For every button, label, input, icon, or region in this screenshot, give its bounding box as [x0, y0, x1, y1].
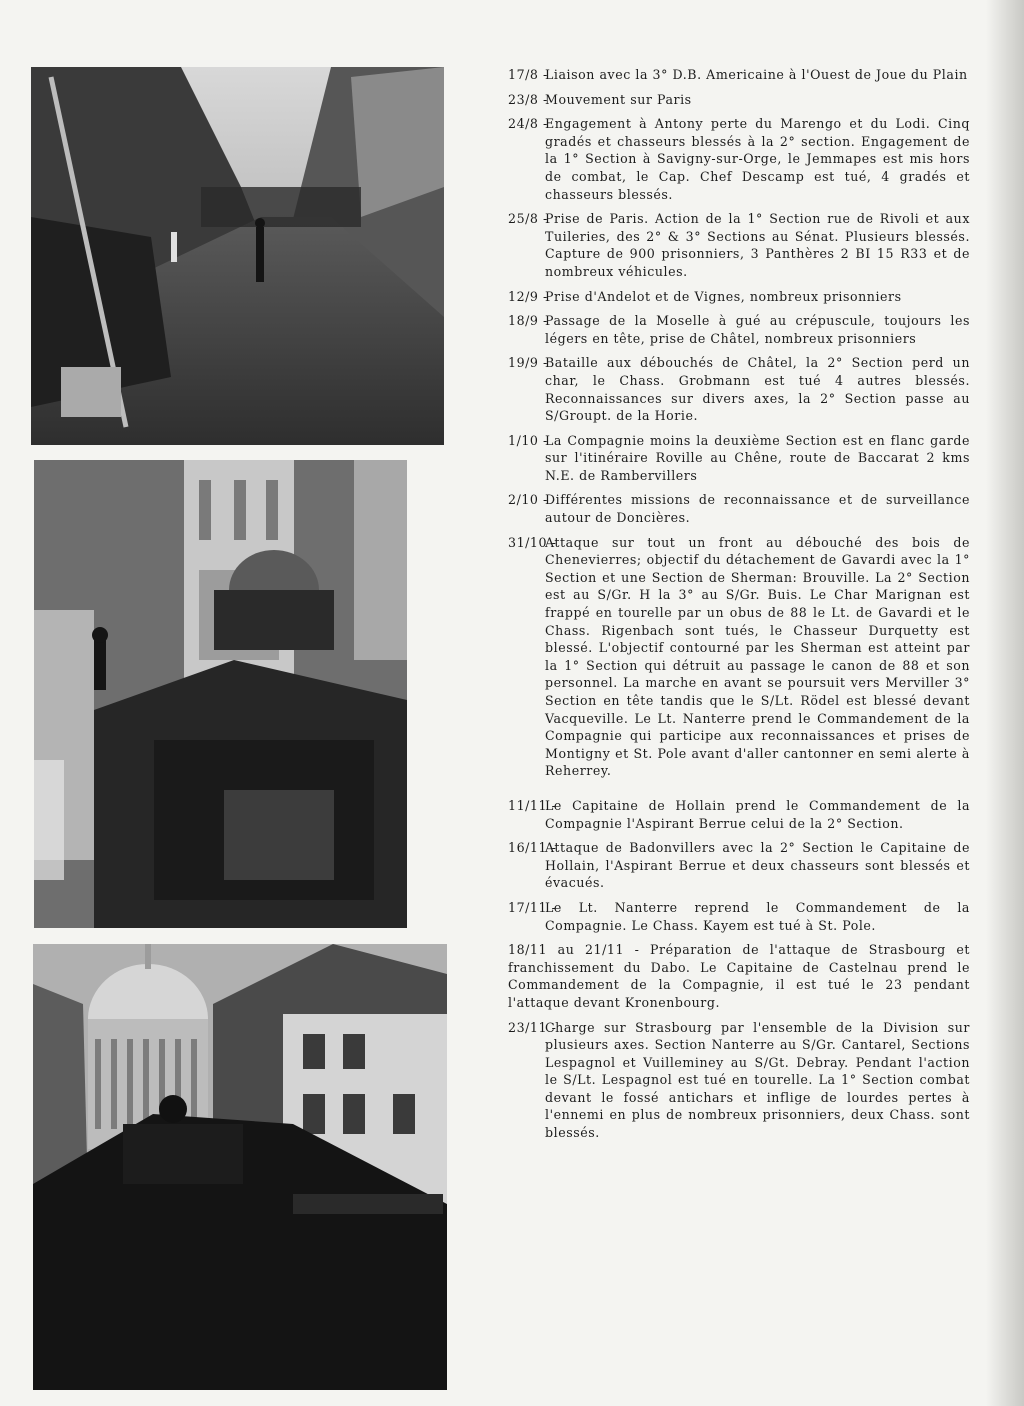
chronology-list: [508, 66, 970, 1149]
entry-text: Prise d'Andelot et de Vignes, nombreux prisonniers: [545, 288, 902, 304]
entry-text: Bataille aux débouchés de Châtel, la 2° Section perd un char, le Chass. Grobmann est tué 4 autres blessés. Reconnaissances sur divers axes, la 2° Section passe au S/Groupt. de la Horie.: [545, 355, 970, 424]
entry-text: Attaque sur tout un front au débouché des bois de Chenevierres; objectif du détachement de Gavardi avec la 1° Section et une Section de Sherman: Brouville. La 2° Section est au S/Gr. H la 3° au S/Gr. Buis. Le Char Marignan est frappé en tourelle par un obus de 88 le Lt. de Gavardi et le Chass. Rigenbach sont tués, le Chasseur Durquetty est blessé. L'objectif contourné par les Sherman est atteint par la 1° Section qui détruit au passage le canon de 88 et son personnel. La marche en avant se poursuit vers Merviller 3° Section en tête tandis que le S/Lt. Rödel est blessé devant Vacqueville. Le Lt. Nanterre prend le Commandement de la Compagnie qui participe aux reconnaissances et prises de Montigny et St. Pole avant d'aller cantonner en semi alerte à Reherrey.: [545, 534, 970, 779]
entry-date: 17/8 -: [508, 67, 548, 82]
entry-date: 23/8 -: [508, 91, 548, 107]
street-convoy-photo: [31, 67, 444, 445]
entry-text: Préparation de l'attaque de Strasbourg et franchissement du Dabo. Le Capitaine de Castelnau prend le Commandement de la Compagnie, il est tué le 23 pendant l'attaque devant Kronenbourg.: [508, 942, 970, 1010]
entry-text: Le Lt. Nanterre reprend le Commandement de la Compagnie. Le Chass. Kayem est tué à St. Pole.: [545, 899, 970, 933]
entry-text: Charge sur Strasbourg par l'ensemble de la Division sur plusieurs axes. Section Nanterre au S/Gr. Cantarel, Sections Lespagnol et Vuilleminey au S/Gt. Debray. Pendant l'action le S/Lt. Lespagnol est tué en tourelle. La 1° Section combat devant le fossé antichars et inflige de lourdes pertes à l'ennemi en plus de nombreux prisonniers, deux Chass. sont blessés.: [545, 1019, 970, 1141]
entry-text: Liaison avec la 3° D.B. Americaine à l'Ouest de Joue du Plain: [545, 67, 968, 82]
entry-19-9: [508, 354, 970, 424]
entry-date: 18/11 au 21/11 -: [508, 942, 640, 958]
entry-date: 24/8 -: [508, 116, 548, 132]
tank-pantheon-photo: [33, 944, 447, 1390]
entry-date: 17/11 -: [508, 899, 557, 915]
entry-18-11-21-11: [508, 941, 970, 1011]
entry-11-11: [508, 797, 970, 832]
entry-text: Le Capitaine de Hollain prend le Commandement de la Compagnie l'Aspirant Berrue celui de la 2° Section.: [545, 797, 970, 831]
entry-text: Attaque de Badonvillers avec la 2° Section le Capitaine de Hollain, l'Aspirant Berrue et deux chasseurs sont blessés et évacués.: [545, 840, 970, 891]
entry-date: 18/9 -: [508, 313, 548, 329]
tank-cathedral-photo: [34, 460, 407, 928]
entry-12-9: [508, 288, 970, 306]
entry-23-11: [508, 1019, 970, 1142]
entry-17-11: [508, 899, 970, 934]
entry-text: Mouvement sur Paris: [545, 91, 692, 107]
entry-23-8: [508, 91, 970, 109]
entry-date: 16/11 -: [508, 840, 557, 856]
entry-date: 25/8 -: [508, 211, 548, 227]
entry-text: Différentes missions de reconnaissance et de surveillance autour de Doncières.: [545, 492, 970, 526]
entry-text: Prise de Paris. Action de la 1° Section rue de Rivoli et aux Tuileries, des 2° & 3° Sections au Sénat. Plusieurs blessés. Capture de 900 prisonniers, 3 Panthères 2 BI 15 R33 et de nombreux véhicules.: [545, 211, 970, 279]
entry-date: 1/10 -: [508, 432, 548, 448]
entry-16-11: [508, 839, 970, 892]
entry-text: La Compagnie moins la deuxième Section est en flanc garde sur l'itinéraire Roville au Chêne, route de Baccarat 2 kms N.E. de Rambervillers: [545, 432, 970, 483]
entry-date: 31/10 -: [508, 534, 557, 550]
entry-31-10: [508, 534, 970, 780]
entry-17-8: [508, 66, 970, 84]
page-edge-shadow: [986, 0, 1024, 1406]
entry-date: 23/11 -: [508, 1019, 557, 1035]
entry-date: 19/9 -: [508, 355, 548, 371]
entry-date: 11/11 -: [508, 797, 557, 813]
entry-text: Engagement à Antony perte du Marengo et du Lodi. Cinq gradés et chasseurs blessés à la 2° section. Engagement de la 1° Section à Savigny-sur-Orge, le Jemmapes est mis hors de combat, le Cap. Chef Descamp est tué, 4 gradés et chasseurs blessés.: [545, 116, 970, 202]
entry-2-10: [508, 491, 970, 526]
entry-25-8: [508, 210, 970, 280]
entry-18-9: [508, 312, 970, 347]
entry-text: Passage de la Moselle à gué au crépuscule, toujours les légers en tête, prise de Châtel, nombreux prisonniers: [545, 313, 970, 346]
entry-date: 2/10 -: [508, 492, 548, 508]
entry-1-10: [508, 432, 970, 485]
entry-date: 12/9 -: [508, 288, 548, 304]
entry-24-8: [508, 115, 970, 203]
